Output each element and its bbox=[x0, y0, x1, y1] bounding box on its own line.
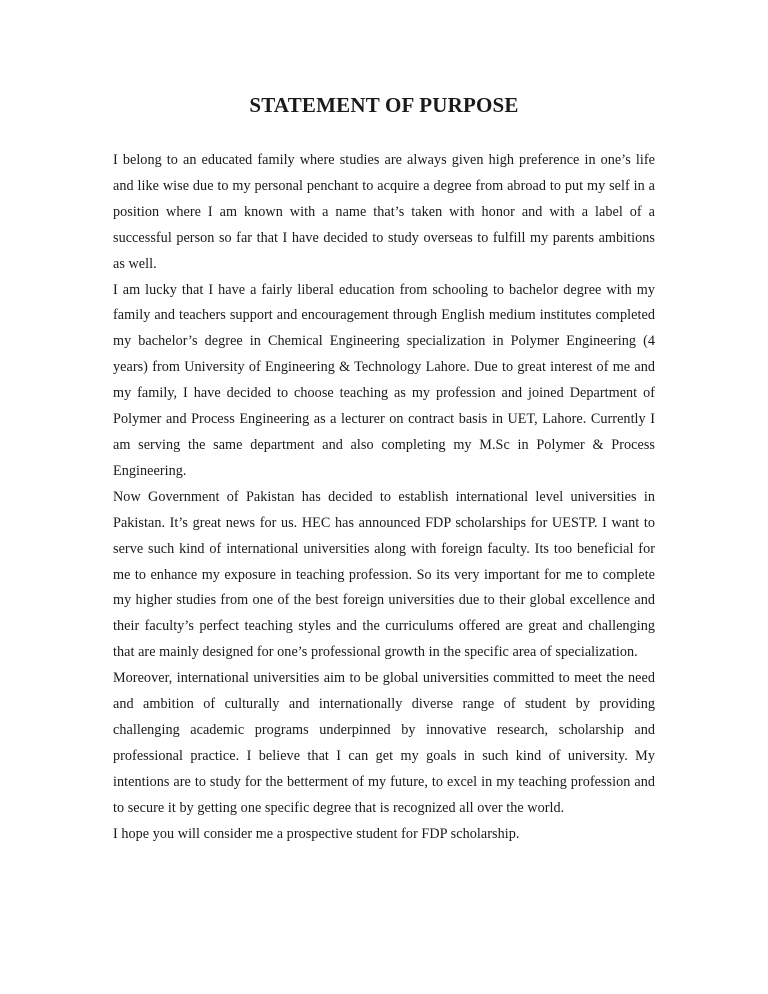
paragraph-closing: I hope you will consider me a prospective student for FDP scholarship. bbox=[113, 825, 520, 842]
paragraph-education: I am lucky that I have a fairly liberal education from schooling to bachelor degree with my family and teachers support and encouragement through English medium institutes completed my bachelor’s degree in Chemical Engineering specialization in Polymer Engineering (4 years) from University of Engineering & Technology Lahore. Due to great interest of me and my family, I have decided to choose teaching as my profession and joined Department of Polymer and Process Engineering as a lecturer on contract basis in UET, Lahore. Currently I am serving the same department and also completing my M.Sc in Polymer & Process Engineering. bbox=[113, 281, 655, 479]
paragraph-goals: Moreover, international universities aim to be global universities committed to meet the need and ambition of culturally and internationally diverse range of student by providing challenging academic programs underpinned by innovative research, scholarship and professional practice. I believe that I can get my goals in such kind of university. My intentions are to study for the betterment of my future, to excel in my teaching profession and to secure it by getting one specific degree that is recognized all over the world. bbox=[113, 670, 655, 816]
page-title: STATEMENT OF PURPOSE bbox=[249, 93, 519, 117]
document-body bbox=[113, 148, 655, 847]
paragraph-family-background: I belong to an educated family where studies are always given high preference in one’s life and like wise due to my personal penchant to acquire a degree from abroad to put my self in a position where I am known with a name that’s taken with honor and with a label of a successful person so far that I have decided to study overseas to fulfill my parents ambitions as well. bbox=[113, 152, 655, 272]
paragraph-motivation: Now Government of Pakistan has decided to establish international level universities in Pakistan. It’s great news for us. HEC has announced FDP scholarships for UESTP. I want to serve such kind of international universities along with foreign faculty. Its too beneficial for me to enhance my exposure in teaching profession. So its very important for me to complete my higher studies from one of the best foreign universities due to their global excellence and their faculty’s perfect teaching styles and the curriculums offered are great and challenging that are mainly designed for one’s professional growth in the specific area of specialization. bbox=[113, 488, 655, 661]
